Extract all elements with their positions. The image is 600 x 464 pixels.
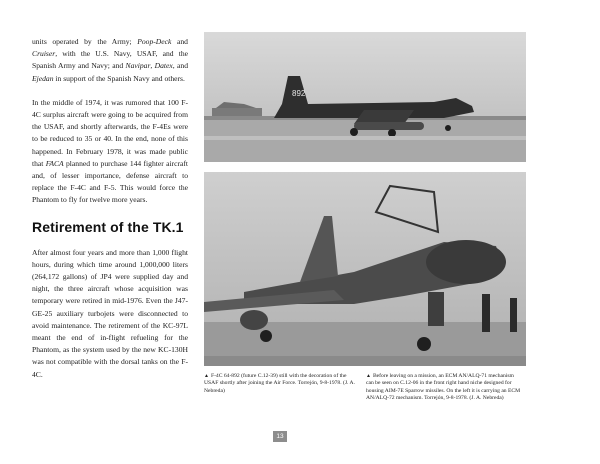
text-run: In the middle of 1974, it was rumored that 100 F-4C surplus aircraft were going to be acquired from the USAF, and shortly afterwards, the F-4Es were to be reduced to 35 or 40. In the end, none of this happened. In February 1978, it was made public that [32,97,188,168]
photo-phantom-front [204,172,526,366]
italic-term: Poop-Deck [137,37,172,46]
triangle-up-icon: ▲ [366,374,371,379]
triangle-up-icon: ▲ [204,374,209,379]
tail-code-marking: 892 [292,89,306,98]
text-run: units operated by the Army; [32,37,138,46]
paragraph-1 [32,36,188,85]
italic-term: Ejedan [32,73,54,83]
f4c-side-view-image [204,32,526,162]
photo-caption-left [204,373,356,395]
italic-term: Cruiser [32,49,56,59]
page-number: 13 [273,431,287,442]
paragraph-2 [32,97,188,207]
section-heading: Retirement of the TK.1 [32,218,184,235]
text-column [32,36,188,393]
photo-f4c-on-tarmac [204,32,526,162]
text-run: , [150,61,155,71]
caption-text: Before leaving on a mission, an ECM AN/ALQ-71 mechanism can be seen on C.12-06 in the front right hand niche designed for housing AIM-7E Sparrow missiles. On the left it is carrying an ECM AN/ALQ-72 mechanism. Torrejón, 9-8-1978. (J. A. Nebreda) [366,373,521,402]
italic-term: FACA [45,158,64,168]
text-run: in support of the Spanish Navy and others. [53,73,185,83]
photo-caption-right [366,373,522,403]
italic-term: Navipar [125,61,151,71]
text-run: and [171,37,188,46]
text-run: , and [172,61,188,71]
phantom-front-view-image [204,172,526,366]
paragraph-3: After almost four years and more than 1,000 flight hours, during which time around 1,000,000 liters (264,172 gallons) of JP4 were supplied day and night, the three aircraft whose acquisition was temporary were retired in mid-1976. Even the J47-GE-25 auxiliary turbojets were disconnected to avoid maintenance. The retirement of the KC-97L meant the end of in-flight refueling for the Phantom, as the system used by the new KC-130H was not compatible with the dorsal tanks on the F-4C. [32,247,188,379]
text-run: , with the U.S. Navy, USAF, and the Spanish Army and Navy; and [32,49,188,71]
text-run: planned to purchase 144 fighter aircraft and, of lesser importance, defense aircraft to replace the F-4C and F-5. This would force the Phantom to fly for twelve more years. [32,158,188,205]
italic-term: Datex [154,61,173,71]
caption-text: F-4C 64-892 (future C.12-39) still with the decoration of the USAF shortly after joining the Air Force. Torrejón, 9-8-1978. (J. A. Nebreda) [204,373,355,394]
